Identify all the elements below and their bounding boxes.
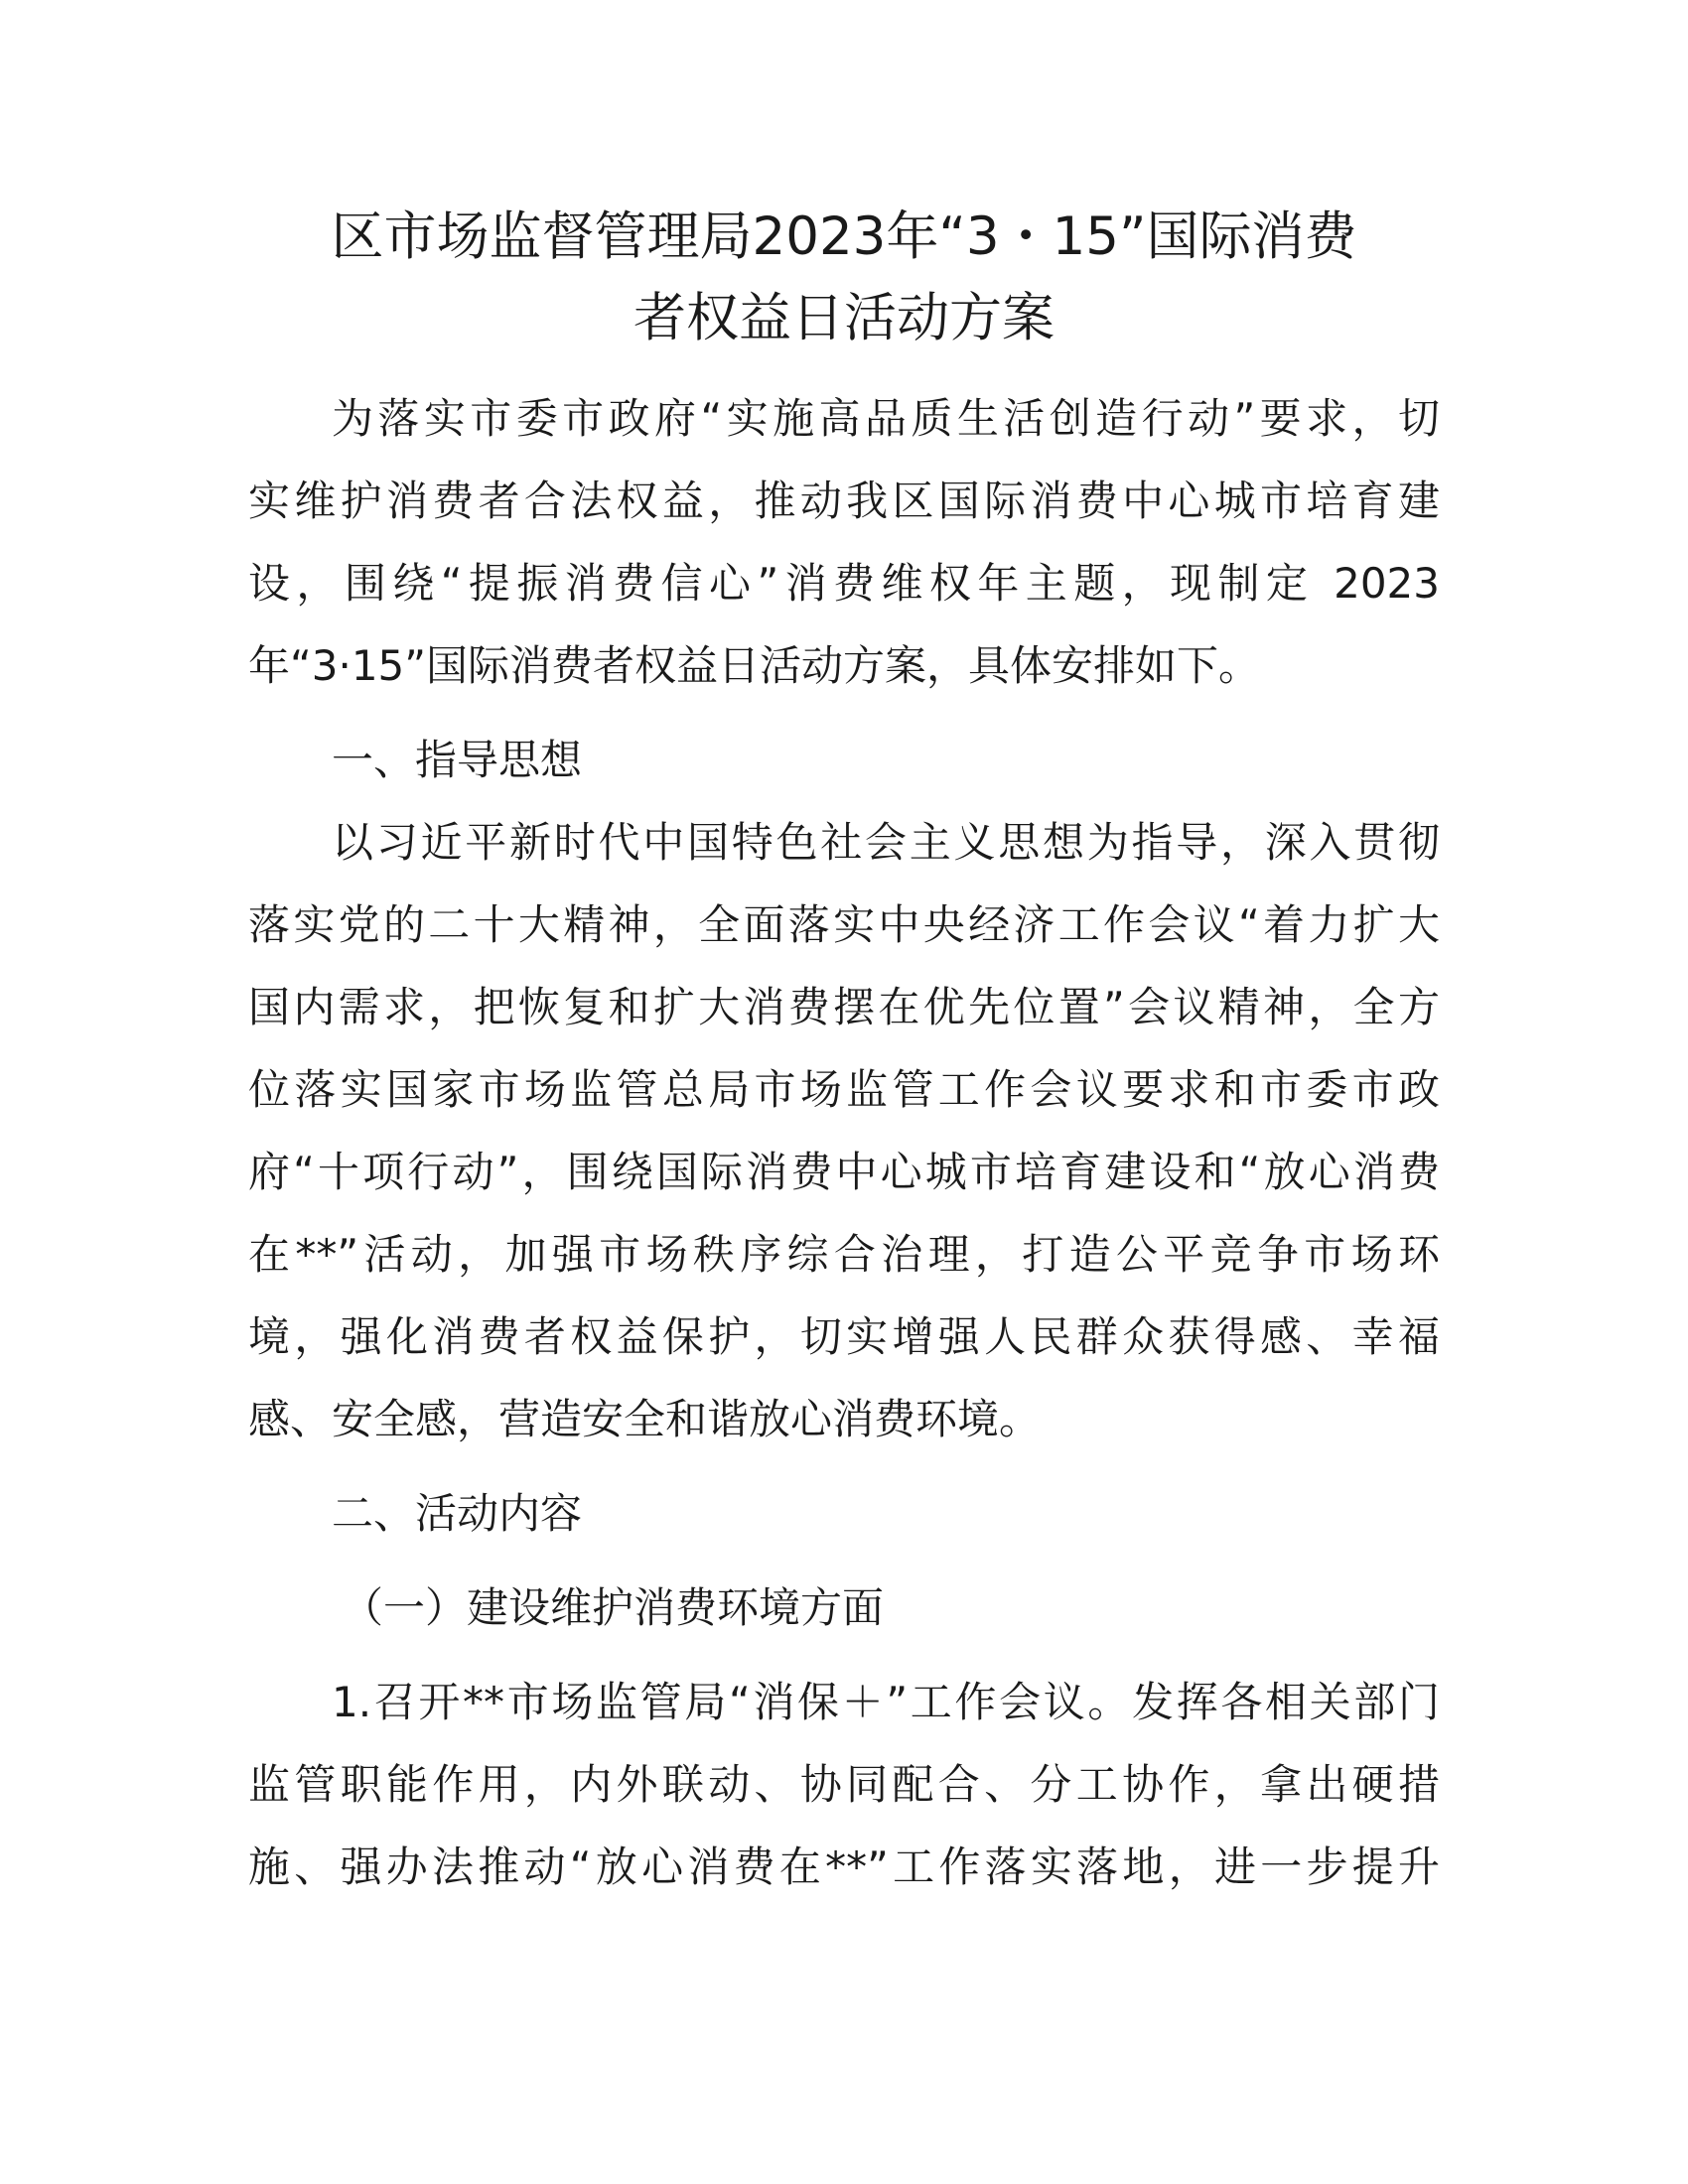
- paragraph-line: 监管职能作用，内外联动、协同配合、分工协作，拿出硬措: [248, 1760, 1440, 1809]
- section-heading-guiding-ideology: 一、指导思想: [332, 736, 583, 784]
- paragraph-line: 国内需求，把恢复和扩大消费摆在优先位置”会议精神，全方: [248, 983, 1440, 1031]
- paragraph-line: 设，围绕“提振消费信心”消费维权年主题，现制定 2023: [248, 559, 1440, 608]
- paragraph-line: 位落实国家市场监管总局市场监管工作会议要求和市委市政: [248, 1065, 1440, 1114]
- paragraph-line: 实维护消费者合法权益，推动我区国际消费中心城市培育建: [248, 477, 1440, 525]
- subsection-heading: （一）建设维护消费环境方面: [342, 1583, 885, 1632]
- document-body: [248, 377, 1440, 1908]
- paragraph-line: 以习近平新时代中国特色社会主义思想为指导，深入贯彻: [332, 818, 1440, 867]
- document-title: [248, 197, 1440, 359]
- paragraph-line: 年“3·15”国际消费者权益日活动方案，具体安排如下。: [248, 641, 1261, 690]
- activity-item-paragraph: [248, 1661, 1440, 1908]
- paragraph-line: 施、强办法推动“放心消费在**”工作落实落地，进一步提升: [248, 1843, 1440, 1891]
- title-line-2: 者权益日活动方案: [633, 288, 1055, 348]
- paragraph-line: 为落实市委市政府“实施高品质生活创造行动”要求，切: [332, 394, 1440, 443]
- paragraph-line: 府“十项行动”，围绕国际消费中心城市培育建设和“放心消费: [248, 1148, 1440, 1196]
- document-page: [248, 197, 1440, 1908]
- guiding-ideology-paragraph: [248, 801, 1440, 1460]
- paragraph-line: 境，强化消费者权益保护，切实增强人民群众获得感、幸福: [248, 1312, 1440, 1361]
- title-line-1: 区市场监督管理局2023年“3・15”国际消费: [331, 206, 1357, 267]
- paragraph-line: 感、安全感，营造安全和谐放心消费环境。: [248, 1395, 1042, 1443]
- paragraph-line: 在**”活动，加强市场秩序综合治理，打造公平竞争市场环: [248, 1230, 1440, 1279]
- paragraph-line: 落实党的二十大精神，全面落实中央经济工作会议“着力扩大: [248, 900, 1440, 949]
- section-heading-activity-content: 二、活动内容: [332, 1489, 583, 1538]
- paragraph-line: 1.召开**市场监管局“消保＋”工作会议。发挥各相关部门: [332, 1678, 1440, 1726]
- intro-paragraph: [248, 377, 1440, 707]
